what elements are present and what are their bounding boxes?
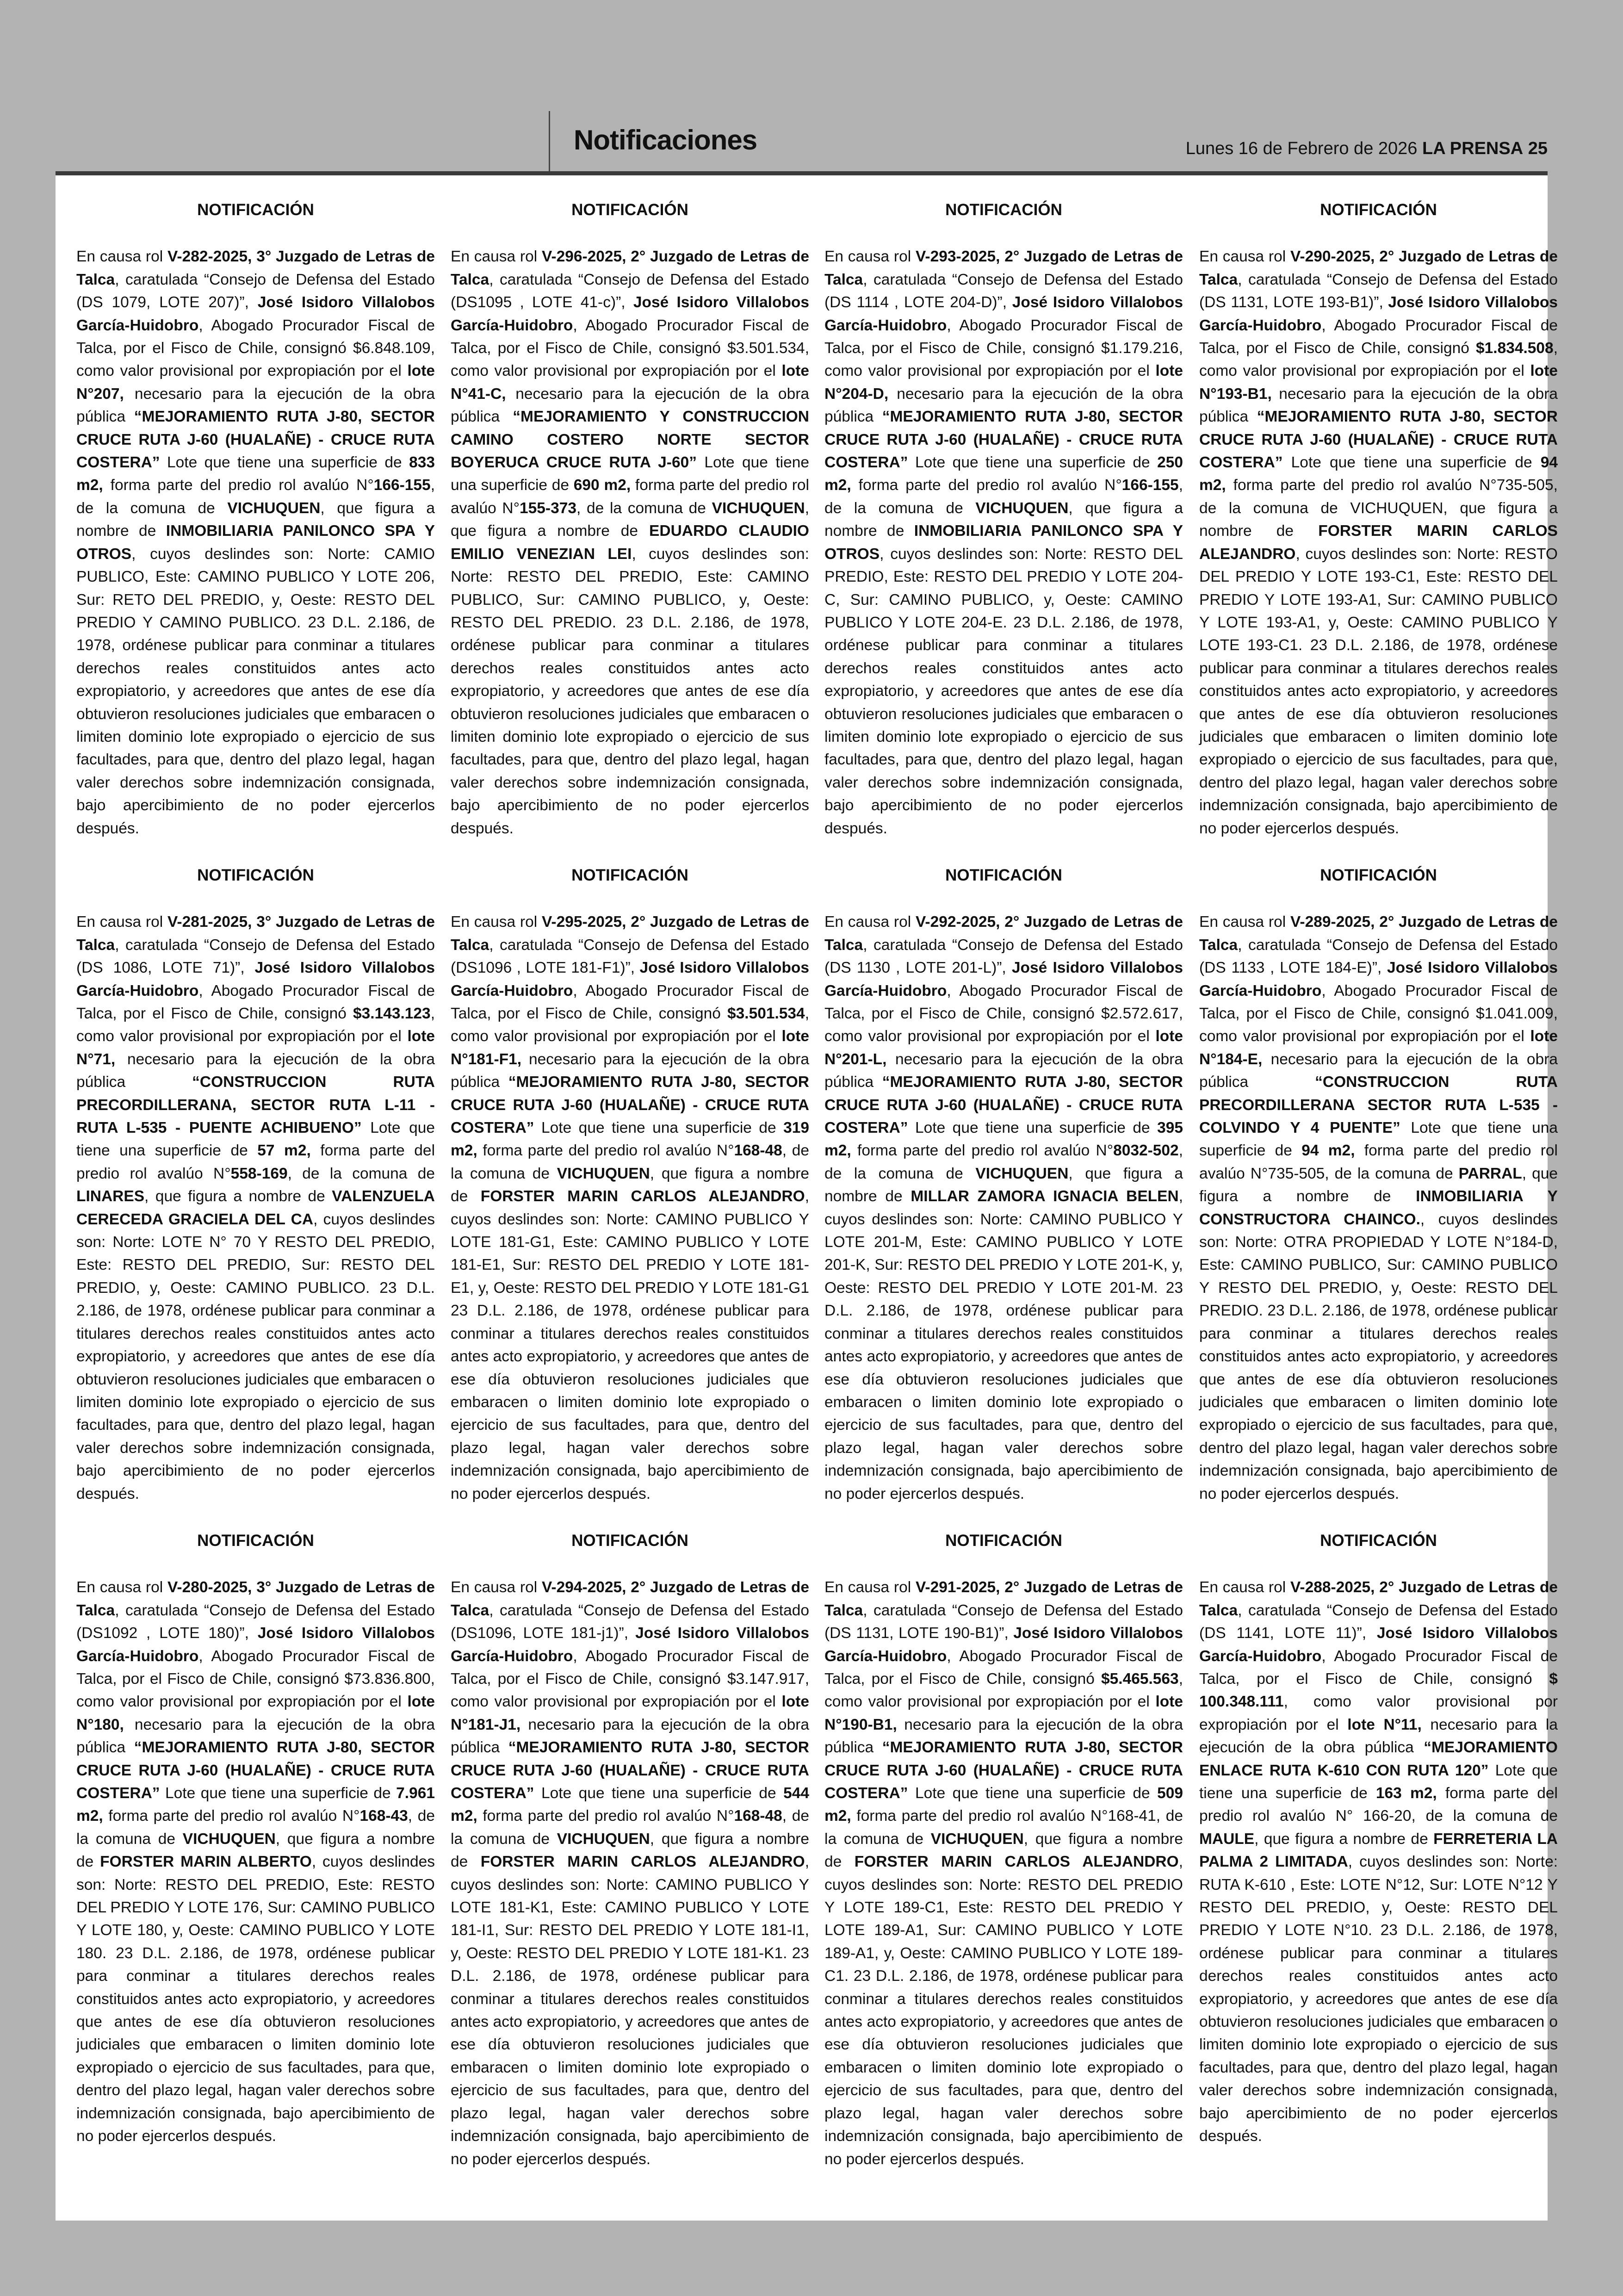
notice-body: [76, 911, 435, 1505]
notice-text: , que figura a nombre de: [824, 1165, 1183, 1205]
notice-text: En causa rol: [824, 1579, 916, 1596]
notice-text: forma parte del predio rol avalúo N°: [851, 1142, 1114, 1160]
notice: [76, 864, 435, 1505]
notice-text: Lote que tiene una superficie de: [1199, 1762, 1558, 1802]
notice-text: , Abogado Procurador Fiscal de Talca, por el Fisco de Chile, consignó: [1199, 316, 1558, 357]
notice-text: Lote que tiene una superficie de: [534, 1785, 784, 1802]
notice-text: Lote que tiene una superficie de: [76, 1119, 435, 1160]
notice-text: necesario para la ejecución de la obra pública: [824, 1050, 1183, 1091]
notice-text: forma parte del predio rol avalúo N°735-505, de la comuna de: [1199, 1142, 1558, 1182]
notice-bold-text: José Isidoro Villalobos García-Huidobro: [1199, 959, 1558, 999]
notice-text: , cuyos deslindes son: Norte: RESTO DEL PREDIO Y LOTE 193-C1, Este: RESTO DEL PREDIO Y LOTE 193-A1, Sur: CAMINO PUBLICO Y LOTE 193-A1, y, Oeste: CAMINO PUBLICO Y LOTE 193-C1. 23 D.L. 2.186, de 1978, ordénese publicar para conminar a titulares derechos reales constituidos antes acto expropiatorio, y acreedores que antes de ese día obtuvieron resoluciones judiciales que embaracen o limiten dominio lote expropiado o ejercicio de sus facultades, para que, dentro del plazo legal, hagan valer derechos sobre indemnización consignada, bajo apercibimiento de no poder ejercerlos después.: [1199, 545, 1558, 837]
notice-text: En causa rol: [824, 913, 916, 931]
notice-bold-text: “CONSTRUCCION RUTA PRECORDILLERANA, SECTOR RUTA L-11 - RUTA L-535 - PUENTE ACHIBUENO”: [76, 1074, 435, 1137]
header-rule: [56, 171, 1548, 175]
notice-text: necesario para la ejecución de la obra pública: [1199, 1716, 1558, 1756]
notice-text: Lote que tiene una superficie de: [451, 454, 809, 494]
notice-text: , Abogado Procurador Fiscal de Talca, por el Fisco de Chile, consignó $1.041.009, como valor provisional por expropiación por el: [1199, 982, 1558, 1045]
notice-title: NOTIFICACIÓN: [945, 866, 1062, 884]
notice-bold-text: PARRAL: [1458, 1165, 1522, 1182]
notice-bold-text: FORSTER MARIN CARLOS ALEJANDRO: [854, 1853, 1179, 1871]
notice-text: Lote que tiene una superficie de: [1282, 454, 1541, 472]
notice-text: forma parte del predio rol avalúo N° 166-20, de la comuna de: [1199, 1785, 1558, 1825]
notice-text: , como valor provisional por expropiación por el: [451, 1005, 809, 1045]
notice-bold-text: $3.501.534: [727, 1005, 805, 1022]
notice-bold-text: V-291-2025, 2° Juzgado de Letras de Talca: [824, 1579, 1183, 1619]
notice-bold-text: VICHUQUEN: [712, 499, 805, 517]
notice-bold-text: 155-373: [520, 499, 576, 517]
notice-bold-text: José Isidoro Villalobos García-Huidobro: [451, 294, 810, 334]
notice-bold-text: lote N°184-E,: [1199, 1028, 1558, 1068]
notice-body: [76, 1576, 435, 2147]
notice-bold-text: FORSTER MARIN ALBERTO: [100, 1853, 312, 1871]
notice-text: En causa rol: [824, 248, 916, 266]
notice-bold-text: $5.465.563: [1101, 1670, 1179, 1688]
notice: [824, 199, 1183, 840]
notice-body: [824, 1576, 1183, 2171]
notice-bold-text: 250 m2,: [824, 454, 1183, 494]
notice-bold-text: lote N°41-C,: [451, 362, 809, 403]
notice-text: necesario para la ejecución de la obra pública: [451, 385, 809, 426]
notice-bold-text: José Isidoro Villalobos García-Huidobro: [1199, 1625, 1558, 1665]
notice-text: , Abogado Procurador Fiscal de Talca, por el Fisco de Chile, consignó: [451, 982, 809, 1022]
notice-text: , de la comuna de: [824, 1142, 1183, 1182]
notice-bold-text: EDUARDO CLAUDIO EMILIO VENEZIAN LEI: [451, 522, 809, 563]
notice-text: Lote que tiene una superficie de: [908, 1785, 1158, 1802]
notice-bold-text: “MEJORAMIENTO RUTA J-80, SECTOR CRUCE RUTA J-60 (HUALAÑE) - CRUCE RUTA COSTERA”: [824, 1739, 1183, 1802]
notice-bold-text: V-281-2025, 3° Juzgado de Letras de Talca: [76, 913, 435, 954]
notice-text: , que figura a nombre de: [1254, 1830, 1434, 1848]
notice-text: , de la comuna de: [451, 1807, 809, 1848]
notice: [824, 864, 1183, 1505]
notice-text: necesario para la ejecución de la obra pública: [76, 385, 435, 426]
notice-text: , caratulada “Consejo de Defensa del Estado (DS 1130 , LOTE 201-L)”,: [824, 936, 1183, 977]
notice-bold-text: $ 100.348.111: [1199, 1670, 1558, 1711]
notice-text: , que figura a nombre de: [144, 1188, 332, 1205]
notice-text: , que figura a nombre de: [76, 1830, 435, 1871]
notice-text: , de la comuna de: [576, 499, 712, 517]
issue-date: Lunes 16 de Febrero de 2026: [1185, 139, 1418, 158]
notice-text: , que figura a nombre de: [824, 1830, 1183, 1871]
notice-text: , Abogado Procurador Fiscal de Talca, por el Fisco de Chile, consignó: [76, 982, 435, 1022]
notice-bold-text: V-288-2025, 2° Juzgado de Letras de Talca: [1199, 1579, 1558, 1619]
notice-text: , que figura a nombre de: [451, 499, 809, 540]
notice-text: forma parte del predio rol avalúo N°: [477, 1142, 734, 1160]
notice-text: , caratulada “Consejo de Defensa del Estado (DS 1133 , LOTE 184-E)”,: [1199, 936, 1558, 977]
notice-text: Lote que tiene una superficie de: [908, 1119, 1158, 1137]
notice-bold-text: 168-48: [734, 1142, 782, 1160]
notice-body: [824, 911, 1183, 1505]
notice-bold-text: 57 m2,: [257, 1142, 311, 1160]
notice-text: necesario para la ejecución de la obra pública: [76, 1716, 435, 1756]
notice-bold-text: 166-155: [373, 477, 431, 494]
notice-bold-text: lote N°193-B1,: [1199, 362, 1558, 403]
notice-body: [76, 245, 435, 840]
notice-text: , Abogado Procurador Fiscal de Talca, por el Fisco de Chile, consignó $3.147.917, como valor provisional por expropiación por el: [451, 1647, 809, 1711]
notice-bold-text: José Isidoro Villalobos García-Huidobro: [1199, 294, 1558, 334]
notice: [1199, 1529, 1558, 2148]
column-3: [824, 199, 1183, 2195]
notice-text: En causa rol: [76, 1579, 167, 1596]
notice-bold-text: lote N°181-F1,: [451, 1028, 809, 1068]
notice-bold-text: VICHUQUEN: [557, 1830, 650, 1848]
notice-text: , caratulada “Consejo de Defensa del Estado (DS 1114 , LOTE 204-D)”,: [824, 271, 1183, 311]
notice-text: , cuyos deslindes son: Norte: CAMINO PUBLICO Y LOTE 181-K1, Este: CAMINO PUBLICO Y LOTE 181-I1, Sur: RESTO DEL PREDIO Y LOTE 181-I1, y, Oeste: RESTO DEL PREDIO Y LOTE 181-K1. 23 D.L. 2.186, de 1978, ordénese publicar para conminar a titulares derechos reales constituidos antes acto expropiatorio, y acreedores que antes de ese día obtuvieron resoluciones judiciales que embaracen o limiten dominio lote expropiado o ejercicio de sus facultades, para que, dentro del plazo legal, hagan valer derechos sobre indemnización consignada, bajo apercibimiento de no poder ejercerlos después.: [451, 1853, 809, 2168]
notice-text: , cuyos deslindes son: Norte: CAMINO PUBLICO Y LOTE 201-M, Este: CAMINO PUBLICO Y LOTE 201-K, Sur: RESTO DEL PREDIO Y LOTE 201-K, y, Oeste: RESTO DEL PREDIO Y LOTE 201-M. 23 D.L. 2.186, de 1978, ordénese publicar para conminar a titulares derechos reales constituidos antes acto expropiatorio, y acreedores que antes de ese día obtuvieron resoluciones judiciales que embaracen o limiten dominio lote expropiado o ejercicio de sus facultades, para que, dentro del plazo legal, hagan valer derechos sobre indemnización consignada, bajo apercibimiento de no poder ejercerlos después.: [824, 1188, 1183, 1502]
notice-bold-text: “MEJORAMIENTO RUTA J-80, SECTOR CRUCE RUTA J-60 (HUALAÑE) - CRUCE RUTA COSTERA”: [824, 408, 1183, 472]
notice: [1199, 199, 1558, 840]
notice-bold-text: José Isidoro Villalobos García-Huidobro: [824, 959, 1183, 999]
notice-bold-text: “MEJORAMIENTO RUTA J-80, SECTOR CRUCE RUTA J-60 (HUALAÑE) - CRUCE RUTA COSTERA”: [824, 1074, 1183, 1137]
notice-text: , cuyos deslindes son: Norte: RUTA K-610 , Este: LOTE N°12, Sur: LOTE N°12 Y RESTO DEL PREDIO, y, Oeste: RESTO DEL PREDIO Y LOTE N°10. 23 D.L. 2.186, de 1978, ordénese publicar para conminar a titulares derechos reales constituidos antes acto expropiatorio, y acreedores que antes de ese día obtuvieron resoluciones judiciales que embaracen o limiten dominio lote expropiado o ejercicio de sus facultades, para que, dentro del plazo legal, hagan valer derechos sobre indemnización consignada, bajo apercibimiento de no poder ejercerlos después.: [1199, 1853, 1558, 2145]
notice-text: , como valor provisional por expropiación por el: [76, 1005, 435, 1045]
notice-text: forma parte del predio rol avalúo N°: [76, 1142, 435, 1182]
notice-text: , que figura a nombre de: [824, 499, 1183, 540]
notice-bold-text: “MEJORAMIENTO RUTA J-80, SECTOR CRUCE RUTA J-60 (HUALAÑE) - CRUCE RUTA COSTERA”: [451, 1074, 810, 1137]
notice-text: , Abogado Procurador Fiscal de Talca, por el Fisco de Chile, consignó $73.836.800, como valor provisional por expropiación por el: [76, 1647, 435, 1711]
notice-text: forma parte del predio rol avalúo N°: [451, 477, 809, 517]
notice-text: necesario para la ejecución de la obra pública: [1199, 1050, 1558, 1091]
notice-bold-text: 319 m2,: [451, 1119, 809, 1160]
notice-bold-text: V-292-2025, 2° Juzgado de Letras de Talca: [824, 913, 1183, 954]
notice-title: NOTIFICACIÓN: [1320, 201, 1437, 219]
notice-body: [451, 1576, 809, 2171]
notice-text: necesario para la ejecución de la obra pública: [824, 1716, 1183, 1756]
notice-bold-text: 94 m2,: [1301, 1142, 1355, 1160]
notice-text: , de la comuna de: [287, 1165, 435, 1182]
notice-text: , cuyos deslindes son: Norte: CAMIO PUBLICO, Este: CAMINO PUBLICO Y LOTE 206, Sur: RETO DEL PREDIO, y, Oeste: RESTO DEL PREDIO Y CAMINO PUBLICO. 23 D.L. 2.186, de 1978, ordénese publicar para conminar a titulares derechos reales constituidos antes acto expropiatorio, y acreedores que antes de ese día obtuvieron resoluciones judiciales que embaracen o limiten dominio lote expropiado o ejercicio de sus facultades, para que, dentro del plazo legal, hagan valer derechos sobre indemnización consignada, bajo apercibimiento de no poder ejercerlos después.: [76, 545, 435, 837]
notice-bold-text: José Isidoro Villalobos García-Huidobro: [76, 959, 435, 999]
notice-bold-text: “MEJORAMIENTO RUTA J-80, SECTOR CRUCE RUTA J-60 (HUALAÑE) - CRUCE RUTA COSTERA”: [451, 1739, 810, 1802]
page-number: 25: [1528, 139, 1548, 158]
notice-bold-text: 395 m2,: [824, 1119, 1183, 1160]
notice-text: , como valor provisional por expropiación por el: [1199, 340, 1558, 380]
notice-bold-text: “MEJORAMIENTO RUTA J-80, SECTOR CRUCE RUTA J-60 (HUALAÑE) - CRUCE RUTA COSTERA”: [76, 1739, 435, 1802]
notice-text: En causa rol: [76, 248, 167, 266]
notice-title: NOTIFICACIÓN: [197, 866, 314, 884]
notice-text: , que figura a nombre de: [451, 1830, 809, 1871]
column-4: [1199, 199, 1558, 2172]
notice-text: , Abogado Procurador Fiscal de Talca, por el Fisco de Chile, consignó $1.179.216, como valor provisional por expropiación por el: [824, 316, 1183, 380]
notice-bold-text: INMOBILIARIA PANILONCO SPA Y OTROS: [824, 522, 1183, 563]
notice-bold-text: FORSTER MARIN CARLOS ALEJANDRO: [1199, 522, 1558, 563]
notice-bold-text: $3.143.123: [353, 1005, 431, 1022]
notice-text: , caratulada “Consejo de Defensa del Estado (DS1096, LOTE 181-j1)”,: [451, 1601, 809, 1642]
newspaper-name: LA PRENSA: [1422, 139, 1524, 158]
notice-text: , Abogado Procurador Fiscal de Talca, por el Fisco de Chile, consignó: [824, 1647, 1183, 1688]
notice-title: NOTIFICACIÓN: [571, 201, 688, 219]
notice-bold-text: lote N°11,: [1347, 1716, 1422, 1733]
notice-text: forma parte del predio rol avalúo N°: [103, 1807, 360, 1825]
notice-text: necesario para la ejecución de la obra pública: [76, 1050, 435, 1091]
notice-bold-text: lote N°181-J1,: [451, 1693, 809, 1733]
notice-title: NOTIFICACIÓN: [1320, 1531, 1437, 1550]
notice-text: forma parte del predio rol avalúo N°: [851, 477, 1122, 494]
notice-bold-text: 94 m2,: [1199, 454, 1558, 494]
notice-bold-text: José Isidoro Villalobos García-Huidobro: [824, 1625, 1183, 1665]
folio: [1018, 139, 1548, 159]
notice-text: , caratulada “Consejo de Defensa del Estado (DS1092 , LOTE 180)”,: [76, 1601, 435, 1642]
notice-bold-text: José Isidoro Villalobos García-Huidobro: [451, 1625, 810, 1665]
notice-bold-text: VICHUQUEN: [975, 499, 1069, 517]
notice-body: [451, 911, 809, 1505]
page-header: [0, 0, 1623, 171]
notice-text: En causa rol: [451, 1579, 542, 1596]
header-divider: [549, 111, 550, 171]
notice-bold-text: VALENZUELA CERECEDA GRACIELA DEL CA: [76, 1188, 435, 1228]
notice-bold-text: 7.961 m2,: [76, 1785, 435, 1825]
notice: [451, 199, 809, 840]
notice-title: NOTIFICACIÓN: [1320, 866, 1437, 884]
notice-text: , caratulada “Consejo de Defensa del Estado (DS 1131, LOTE 193-B1)”,: [1199, 271, 1558, 311]
notice-text: , cuyos deslindes son: Norte: RESTO DEL PREDIO, Este: RESTO DEL PREDIO Y LOTE 204-C, Sur: CAMINO PUBLICO, y, Oeste: CAMINO PUBLICO Y LOTE 204-E. 23 D.L. 2.186, de 1978, ordénese publicar para conminar a titulares derechos reales constituidos antes acto expropiatorio, y acreedores que antes de ese día obtuvieron resoluciones judiciales que embaracen o limiten dominio lote expropiado o ejercicio de sus facultades, para que, dentro del plazo legal, hagan valer derechos sobre indemnización consignada, bajo apercibimiento de no poder ejercerlos después.: [824, 545, 1183, 837]
notice-bold-text: LINARES: [76, 1188, 145, 1205]
notice-body: [451, 245, 809, 840]
notice-text: Lote que tiene una superficie de: [160, 1785, 396, 1802]
notice-text: forma parte del predio rol avalúo N°735-505, de la comuna de VICHUQUEN, que figura a nombre de: [1199, 477, 1558, 540]
notice-text: , caratulada “Consejo de Defensa del Estado (DS1096 , LOTE 181-F1)”,: [451, 936, 809, 977]
column-2: [451, 199, 809, 2195]
notice-bold-text: “CONSTRUCCION RUTA PRECORDILLERANA SECTOR RUTA L-535 - COLVINDO Y 4 PUENTE”: [1199, 1074, 1558, 1137]
notice-text: , cuyos deslindes son: Norte: RESTO DEL PREDIO Y LOTE 189-C1, Este: RESTO DEL PREDIO Y LOTE 189-A1, Sur: CAMINO PUBLICO Y LOTE 189-A1, y, Oeste: CAMINO PUBLICO Y LOTE 189-C1. 23 D.L. 2.186, de 1978, ordénese publicar para conminar a titulares derechos reales constituidos antes acto expropiatorio, y acreedores que antes de ese día obtuvieron resoluciones judiciales que embaracen o limiten dominio lote expropiado o ejercicio de sus facultades, para que, dentro del plazo legal, hagan valer derechos sobre indemnización consignada, bajo apercibimiento de no poder ejercerlos después.: [824, 1853, 1183, 2168]
notice-bold-text: VICHUQUEN: [557, 1165, 650, 1182]
column-1: [76, 199, 435, 2172]
notice-title: NOTIFICACIÓN: [945, 201, 1062, 219]
notice-text: , caratulada “Consejo de Defensa del Estado (DS 1079, LOTE 207)”,: [76, 271, 435, 311]
notice-body: [1199, 245, 1558, 840]
notice-text: En causa rol: [451, 913, 542, 931]
notice-bold-text: VICHUQUEN: [930, 1830, 1024, 1848]
notice-text: , cuyos deslindes son: Norte: OTRA PROPIEDAD Y LOTE N°184-D, Este: CAMINO PUBLICO, Sur: CAMINO PUBLICO Y RESTO DEL PREDIO, y, Oeste: RESTO DEL PREDIO. 23 D.L. 2.186, de 1978, ordénese publicar para conminar a titulares derechos reales constituidos antes acto expropiatorio, y acreedores que antes de ese día obtuvieron resoluciones judiciales que embaracen o limiten dominio lote expropiado o ejercicio de sus facultades, para que, dentro del plazo legal, hagan valer derechos sobre indemnización consignada, bajo apercibimiento de no poder ejercerlos después.: [1199, 1210, 1558, 1502]
notice-text: forma parte del predio rol avalúo N°: [103, 477, 374, 494]
notice-text: , caratulada “Consejo de Defensa del Estado (DS 1141, LOTE 11)”,: [1199, 1601, 1558, 1642]
notice-bold-text: V-295-2025, 2° Juzgado de Letras de Talca: [451, 913, 809, 954]
notice-bold-text: MAULE: [1199, 1830, 1255, 1848]
notice-bold-text: José Isidoro Villalobos García-Huidobro: [451, 959, 810, 999]
notice-text: , de la comuna de: [824, 477, 1183, 517]
notice-bold-text: 509 m2,: [824, 1785, 1183, 1825]
notice-bold-text: 168-43: [359, 1807, 408, 1825]
notice-text: necesario para la ejecución de la obra pública: [824, 385, 1183, 426]
notice-bold-text: 168-48: [734, 1807, 782, 1825]
notice-body: [1199, 911, 1558, 1505]
notice-bold-text: 544 m2,: [451, 1785, 809, 1825]
notice-bold-text: FORSTER MARIN CARLOS ALEJANDRO: [480, 1853, 805, 1871]
notice-bold-text: lote N°190-B1,: [824, 1693, 1183, 1733]
notice-bold-text: 690 m2,: [573, 477, 631, 494]
notice-text: En causa rol: [1199, 248, 1290, 266]
notice: [1199, 864, 1558, 1505]
notice-text: , que figura a nombre de: [76, 499, 435, 540]
notice-text: En causa rol: [76, 913, 167, 931]
notice-text: necesario para la ejecución de la obra pública: [1199, 385, 1558, 426]
notice-text: En causa rol: [1199, 913, 1290, 931]
notice-bold-text: FERRETERIA LA PALMA 2 LIMITADA: [1199, 1830, 1558, 1871]
notice-bold-text: VICHUQUEN: [975, 1165, 1069, 1182]
notice-bold-text: VICHUQUEN: [227, 499, 321, 517]
notice-bold-text: V-280-2025, 3° Juzgado de Letras de Talca: [76, 1579, 435, 1619]
notice-body: [1199, 1576, 1558, 2147]
notice-bold-text: V-293-2025, 2° Juzgado de Letras de Talca: [824, 248, 1183, 288]
notice-bold-text: 8032-502: [1113, 1142, 1179, 1160]
notice-bold-text: lote N°207,: [76, 362, 435, 403]
notice-bold-text: 833 m2,: [76, 454, 435, 494]
notice: [76, 1529, 435, 2148]
notice-text: , Abogado Procurador Fiscal de Talca, por el Fisco de Chile, consignó: [1199, 1647, 1558, 1688]
notice-bold-text: V-294-2025, 2° Juzgado de Letras de Talca: [451, 1579, 809, 1619]
notice-bold-text: lote N°71,: [76, 1028, 435, 1068]
notice-text: , de la comuna de: [451, 1142, 809, 1182]
notice-body: [824, 245, 1183, 840]
notice-title: NOTIFICACIÓN: [197, 201, 314, 219]
notice-text: , Abogado Procurador Fiscal de Talca, por el Fisco de Chile, consignó $6.848.109, como valor provisional por expropiación por el: [76, 316, 435, 380]
notice-bold-text: “MEJORAMIENTO RUTA J-80, SECTOR CRUCE RUTA J-60 (HUALAÑE) - CRUCE RUTA COSTERA”: [76, 408, 435, 472]
notice-title: NOTIFICACIÓN: [197, 1531, 314, 1550]
notice-bold-text: V-290-2025, 2° Juzgado de Letras de Talca: [1199, 248, 1558, 288]
notice-bold-text: 163 m2,: [1375, 1785, 1437, 1802]
notice-bold-text: 166-155: [1121, 477, 1179, 494]
notices-page: [56, 175, 1558, 2221]
notice-bold-text: V-296-2025, 2° Juzgado de Letras de Talca: [451, 248, 809, 288]
notice-text: Lote que tiene una superficie de: [1199, 1119, 1558, 1160]
notice: [451, 1529, 809, 2171]
notice-text: , de la comuna de: [76, 477, 435, 517]
notice-text: , caratulada “Consejo de Defensa del Estado (DS1095 , LOTE 41-c)”,: [451, 271, 809, 311]
notice: [824, 1529, 1183, 2171]
notice-bold-text: José Isidoro Villalobos García-Huidobro: [76, 294, 435, 334]
notice-text: , cuyos deslindes son: Norte: RESTO DEL PREDIO, Este: CAMINO PUBLICO, Sur: CAMINO PUBLICO, y, Oeste: RESTO DEL PREDIO. 23 D.L. 2.186, de 1978, ordénese publicar para conminar a titulares derechos reales constituidos antes acto expropiatorio, y acreedores que antes de ese día obtuvieron resoluciones judiciales que embaracen o limiten dominio lote expropiado o ejercicio de sus facultades, para que, dentro del plazo legal, hagan valer derechos sobre indemnización consignada, bajo apercibimiento de no poder ejercerlos después.: [451, 545, 809, 837]
notice-bold-text: VICHUQUEN: [182, 1830, 276, 1848]
notice-bold-text: “MEJORAMIENTO ENLACE RUTA K-610 CON RUTA 120”: [1199, 1739, 1558, 1779]
notice-bold-text: José Isidoro Villalobos García-Huidobro: [824, 294, 1183, 334]
notice-text: , que figura a nombre de: [451, 1165, 809, 1205]
notice-text: En causa rol: [451, 248, 542, 266]
notice: [451, 864, 809, 1505]
notice-title: NOTIFICACIÓN: [571, 1531, 688, 1550]
notice-text: , que figura a nombre de: [1199, 1165, 1558, 1205]
notice-text: , cuyos deslindes son: Norte: RESTO DEL PREDIO, Este: RESTO DEL PREDIO Y LOTE 176, Sur: CAMINO PUBLICO Y LOTE 180, y, Oeste: CAMINO PUBLICO Y LOTE 180. 23 D.L. 2.186, de 1978, ordénese publicar para conminar a titulares derechos reales constituidos antes acto expropiatorio, y acreedores que antes de ese día obtuvieron resoluciones judiciales que embaracen o limiten dominio lote expropiado o ejercicio de sus facultades, para que, dentro del plazo legal, hagan valer derechos sobre indemnización consignada, bajo apercibimiento de no poder ejercerlos después.: [76, 1853, 435, 2145]
notice-text: En causa rol: [1199, 1579, 1290, 1596]
notice-text: , Abogado Procurador Fiscal de Talca, por el Fisco de Chile, consignó $3.501.534, como valor provisional por expropiación por el: [451, 316, 809, 380]
notice-text: Lote que tiene una superficie de: [908, 454, 1158, 472]
notice-bold-text: lote N°201-L,: [824, 1028, 1183, 1068]
notice-title: NOTIFICACIÓN: [571, 866, 688, 884]
notice-bold-text: INMOBILIARIA Y CONSTRUCTORA CHAINCO.: [1199, 1188, 1558, 1228]
notice-text: , caratulada “Consejo de Defensa del Estado (DS 1086, LOTE 71)”,: [76, 936, 435, 977]
notice-bold-text: José Isidoro Villalobos García-Huidobro: [76, 1625, 435, 1665]
notice-bold-text: lote N°180,: [76, 1693, 435, 1733]
notice-bold-text: MILLAR ZAMORA IGNACIA BELEN: [911, 1188, 1179, 1205]
notice-text: necesario para la ejecución de la obra pública: [451, 1716, 809, 1756]
notice-bold-text: FORSTER MARIN CARLOS ALEJANDRO: [480, 1188, 805, 1205]
notice-bold-text: $1.834.508: [1476, 340, 1554, 357]
notice-text: , cuyos deslindes son: Norte: LOTE N° 70 Y RESTO DEL PREDIO, Este: RESTO DEL PREDIO, Sur: RESTO DEL PREDIO, y, Oeste: CAMINO PUBLICO. 23 D.L. 2.186, de 1978, ordénese publicar para conminar a titulares derechos reales constituidos antes acto expropiatorio, y acreedores que antes de ese día obtuvieron resoluciones judiciales que embaracen o limiten dominio lote expropiado o ejercicio de sus facultades, para que, dentro del plazo legal, hagan valer derechos sobre indemnización consignada, bajo apercibimiento de no poder ejercerlos después.: [76, 1210, 435, 1502]
notice-text: forma parte del predio rol avalúo N°168-41, de la comuna de: [824, 1807, 1183, 1848]
notice: [76, 199, 435, 840]
notice-text: , como valor provisional por expropiación por el: [1199, 1693, 1558, 1733]
notice-text: , cuyos deslindes son: Norte: CAMINO PUBLICO Y LOTE 181-G1, Este: CAMINO PUBLICO Y LOTE 181-E1, Sur: RESTO DEL PREDIO Y LOTE 181-E1, y, Oeste: RESTO DEL PREDIO Y LOTE 181-G1 23 D.L. 2.186, de 1978, ordénese publicar para conminar a titulares derechos reales constituidos antes acto expropiatorio, y acreedores que antes de ese día obtuvieron resoluciones judiciales que embaracen o limiten dominio lote expropiado o ejercicio de sus facultades, para que, dentro del plazo legal, hagan valer derechos sobre indemnización consignada, bajo apercibimiento de no poder ejercerlos después.: [451, 1188, 809, 1502]
notice-text: Lote que tiene una superficie de: [534, 1119, 784, 1137]
notice-text: , Abogado Procurador Fiscal de Talca, por el Fisco de Chile, consignó $2.572.617, como valor provisional por expropiación por el: [824, 982, 1183, 1045]
notice-bold-text: lote N°204-D,: [824, 362, 1183, 403]
notice-text: Lote que tiene una superficie de: [160, 454, 409, 472]
notice-text: necesario para la ejecución de la obra pública: [451, 1050, 809, 1091]
notice-bold-text: “MEJORAMIENTO RUTA J-80, SECTOR CRUCE RUTA J-60 (HUALAÑE) - CRUCE RUTA COSTERA”: [1199, 408, 1558, 472]
notice-bold-text: V-289-2025, 2° Juzgado de Letras de Talca: [1199, 913, 1558, 954]
notice-bold-text: INMOBILIARIA PANILONCO SPA Y OTROS: [76, 522, 435, 563]
notice-bold-text: “MEJORAMIENTO Y CONSTRUCCION CAMINO COSTERO NORTE SECTOR BOYERUCA CRUCE RUTA J-60”: [451, 408, 809, 472]
notice-text: , de la comuna de: [76, 1807, 435, 1848]
notice-text: forma parte del predio rol avalúo N°: [477, 1807, 734, 1825]
notice-bold-text: V-282-2025, 3° Juzgado de Letras de Talca: [76, 248, 435, 288]
notice-title: NOTIFICACIÓN: [945, 1531, 1062, 1550]
notice-text: , como valor provisional por expropiación por el: [824, 1670, 1183, 1711]
notice-text: , caratulada “Consejo de Defensa del Estado (DS 1131, LOTE 190-B1)”,: [824, 1601, 1183, 1642]
notice-bold-text: 558-169: [230, 1165, 288, 1182]
section-title: Notificaciones: [574, 124, 757, 155]
